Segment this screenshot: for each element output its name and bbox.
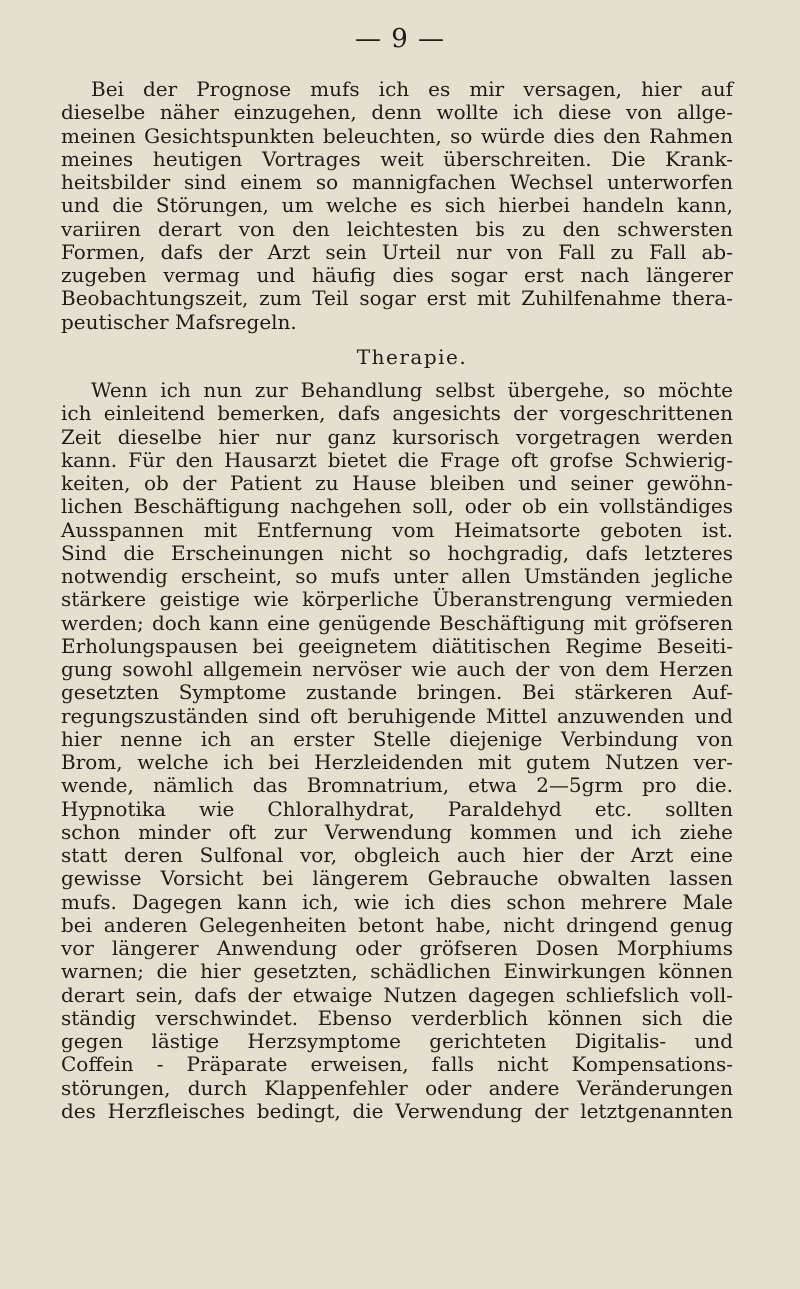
text-line: warnen; die hier gesetzten, schädlichen Einwirkungen können xyxy=(61,959,733,984)
text-line: heitsbilder sind einem so mannigfachen Wechsel unterworfen xyxy=(61,170,733,194)
text-line: meines heutigen Vortrages weit überschreiten. Die Krank- xyxy=(61,146,733,171)
text-line: gewisse Vorsicht bei längerem Gebrauche obwalten lassen xyxy=(61,866,733,891)
text-line: statt deren Sulfonal vor, obgleich auch hier der Arzt eine xyxy=(61,843,733,867)
text-line: Formen, dafs der Arzt sein Urteil nur von Fall zu Fall ab- xyxy=(61,239,733,264)
text-line: notwendig erscheint, so mufs unter allen Umständen jegliche xyxy=(61,564,733,588)
text-line: Ausspannen mit Entfernung vom Heimatsorte geboten ist. xyxy=(61,517,733,542)
body-text xyxy=(61,78,733,1123)
text-line: störungen, durch Klappenfehler oder andere Veränderungen xyxy=(61,1075,733,1100)
page-number: — 9 — xyxy=(354,24,446,54)
text-line: Erholungspausen bei geeignetem diätitischen Regime Beseiti- xyxy=(61,633,733,658)
text-line: dieselbe näher einzugehen, denn wollte ich diese von allge- xyxy=(61,100,733,125)
text-line: vor längerer Anwendung oder gröfseren Dosen Morphiums xyxy=(61,936,733,960)
text-line: regungszuständen sind oft beruhigende Mittel anzuwenden und xyxy=(61,703,733,728)
text-line: Coffein - Präparate erweisen, falls nicht Kompensations- xyxy=(61,1052,733,1077)
text-line: des Herzfleisches bedingt, die Verwendung der letztgenannten xyxy=(61,1098,733,1123)
text-line: hier nenne ich an erster Stelle diejenige Verbindung von xyxy=(61,726,733,751)
text-line: mufs. Dagegen kann ich, wie ich dies schon mehrere Male xyxy=(61,889,733,914)
text-line: bei anderen Gelegenheiten betont habe, nicht dringend genug xyxy=(61,912,733,937)
text-line: peutischer Mafsregeln. xyxy=(61,309,297,334)
text-line: derart sein, dafs der etwaige Nutzen dagegen schliefslich voll- xyxy=(61,982,733,1007)
text-line: Beobachtungszeit, zum Teil sogar erst mit Zuhilfenahme thera- xyxy=(61,286,733,311)
text-line: stärkere geistige wie körperliche Überanstrengung vermieden xyxy=(61,587,733,612)
text-line: zugeben vermag und häufig dies sogar erst nach längerer xyxy=(61,263,733,287)
text-line: Zeit dieselbe hier nur ganz kursorisch vorgetragen werden xyxy=(61,424,733,449)
text-line: meinen Gesichtspunkten beleuchten, so würde dies den Rahmen xyxy=(61,123,733,148)
paragraph-therapie xyxy=(61,379,733,1123)
text-line: kann. Für den Hausarzt bietet die Frage oft grofse Schwierig- xyxy=(61,447,733,472)
section-heading: Therapie. xyxy=(356,344,468,369)
text-line: Hypnotika wie Chloralhydrat, Paraldehyd etc. sollten xyxy=(61,796,733,821)
text-line: ständig verschwindet. Ebenso verderblich können sich die xyxy=(61,1005,733,1030)
text-line: wende, nämlich das Bromnatrium, etwa 2—5grm pro die. xyxy=(61,773,733,798)
text-line: keiten, ob der Patient zu Hause bleiben und seiner gewöhn- xyxy=(61,471,733,495)
text-line: gegen lästige Herzsymptome gerichteten Digitalis- und xyxy=(61,1029,733,1053)
text-line: gung sowohl allgemein nervöser wie auch der von dem Herzen xyxy=(61,657,733,681)
text-line: variiren derart von den leichtesten bis zu den schwersten xyxy=(61,216,733,241)
paragraph-prognose xyxy=(61,78,733,334)
text-line: werden; doch kann eine genügende Beschäftigung mit gröfseren xyxy=(61,610,733,635)
text-line: ich einleitend bemerken, dafs angesichts der vorgeschrittenen xyxy=(61,401,733,426)
text-line: Bei der Prognose mufs ich es mir versagen, hier auf xyxy=(91,77,733,101)
text-line: und die Störungen, um welche es sich hierbei handeln kann, xyxy=(61,193,733,218)
text-line: Wenn ich nun zur Behandlung selbst übergehe, so möchte xyxy=(91,378,733,402)
text-line: Sind die Erscheinungen nicht so hochgradig, dafs letzteres xyxy=(61,540,733,565)
text-line: gesetzten Symptome zustande bringen. Bei stärkeren Auf- xyxy=(61,680,733,705)
text-line: Brom, welche ich bei Herzleidenden mit gutem Nutzen ver- xyxy=(61,750,733,774)
text-line: lichen Beschäftigung nachgehen soll, oder ob ein vollständiges xyxy=(61,494,733,519)
text-line: schon minder oft zur Verwendung kommen und ich ziehe xyxy=(61,819,733,844)
